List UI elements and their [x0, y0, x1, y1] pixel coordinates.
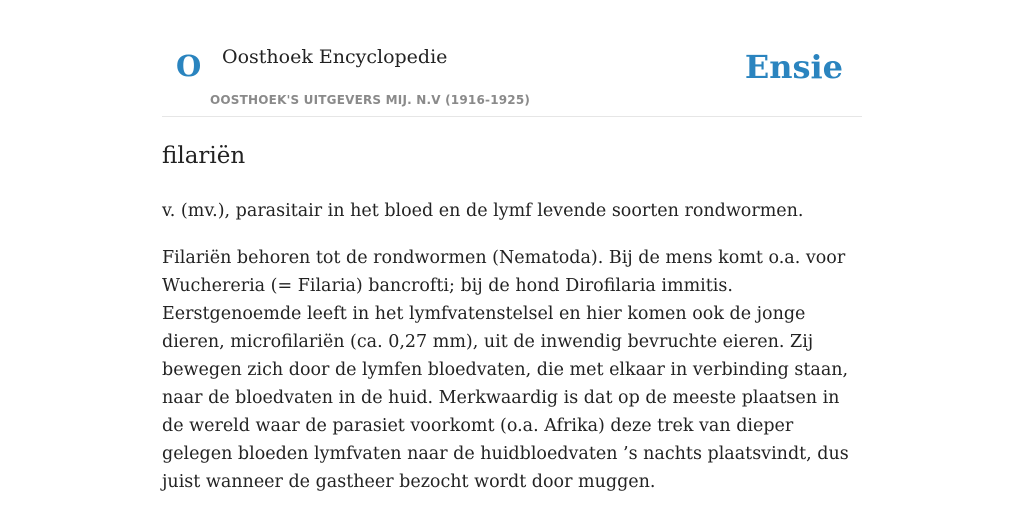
source-title[interactable]: Oosthoek Encyclopedie — [222, 46, 448, 68]
source-header — [162, 0, 862, 117]
entry-headword: filariën — [162, 143, 246, 169]
page — [162, 0, 862, 496]
entry-definition: v. (mv.), parasitair in het bloed en de lymf levende soorten rondwormen. — [162, 201, 804, 221]
source-subtitle: OOSTHOEK'S UITGEVERS MIJ. N.V (1916-1925) — [210, 93, 531, 107]
source-logo-icon[interactable]: O — [176, 49, 202, 83]
entry-body: Filariën behoren tot de rondwormen (Nematoda). Bij de mens komt o.a. voor Wuchereria (= Filaria) bancrofti; bij de hond Dirofilaria immitis. Eerstgenoemde leeft in het lymfvatenstelsel en hier komen ook de jonge dieren, microfilariën (ca. 0,27 mm), uit de inwendig bevruchte eieren. Zij bewegen zich door de lymfen bloedvaten, die met elkaar in verbinding staan, naar de bloedvaten in de huid. Merkwaardig is dat op de meeste plaatsen in de wereld waar de parasiet voorkomt (o.a. Afrika) deze trek van dieper gelegen bloeden lymfvaten naar de huidbloedvaten ’s nachts plaatsvindt, dus juist wanneer de gastheer bezocht wordt door muggen. — [162, 248, 849, 492]
ensie-logo[interactable]: Ensie — [744, 48, 843, 86]
